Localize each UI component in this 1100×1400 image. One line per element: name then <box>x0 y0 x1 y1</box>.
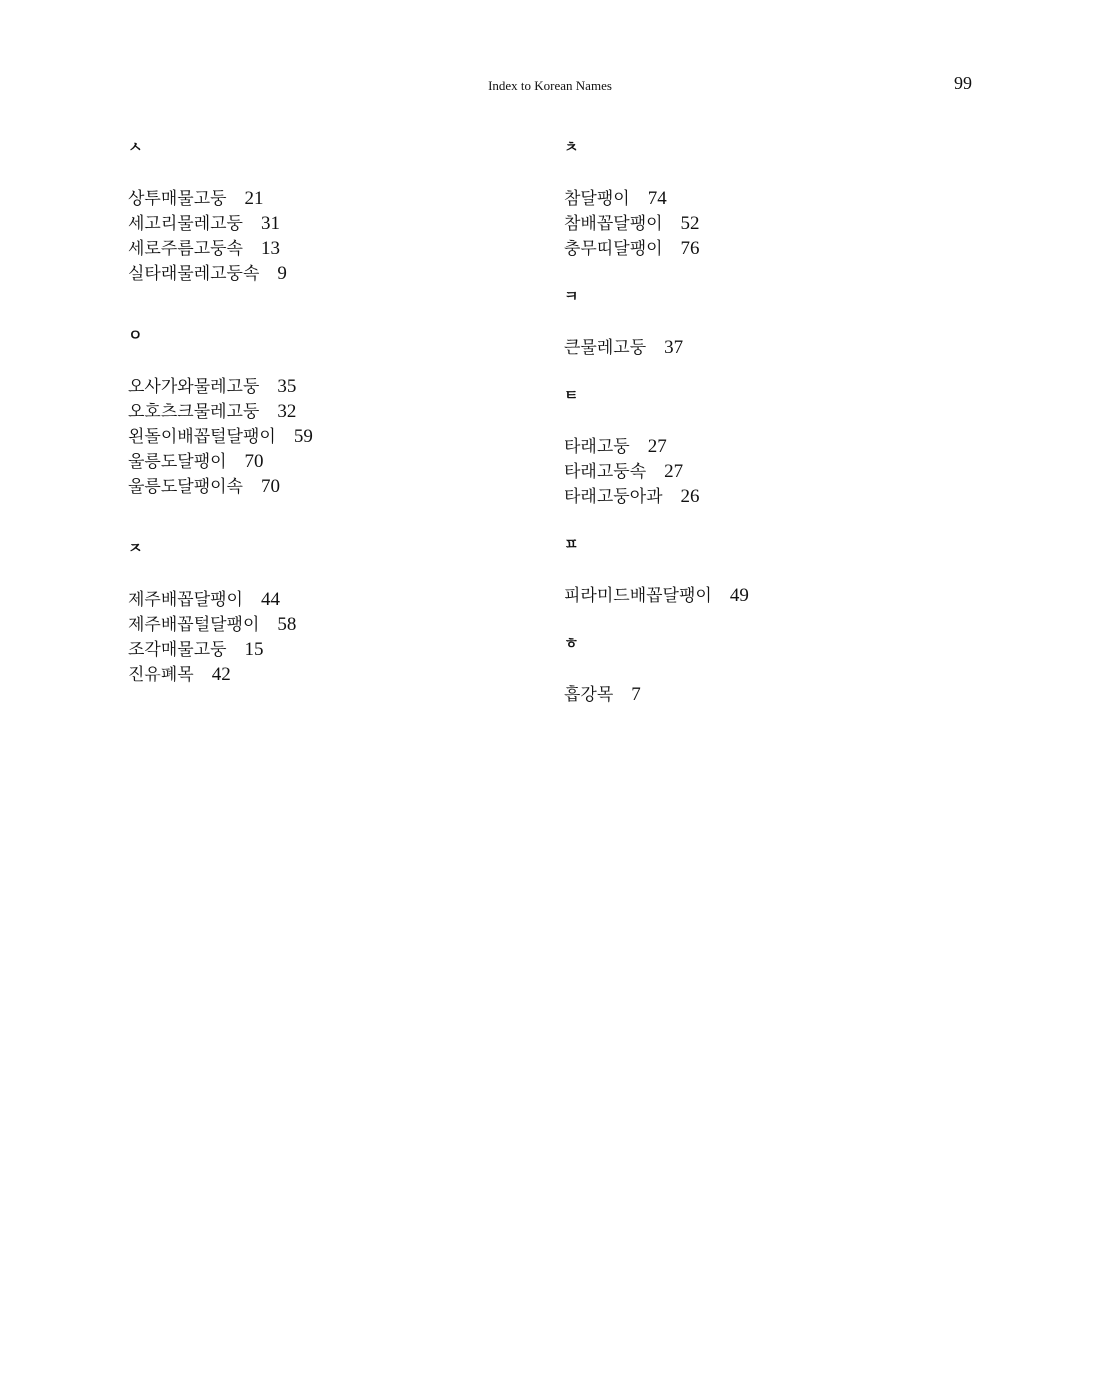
entry-page-number: 13 <box>260 238 280 259</box>
entry-page-number: 26 <box>680 486 700 507</box>
index-entry <box>128 612 528 637</box>
entry-page-number: 70 <box>244 451 264 472</box>
entry-name: 왼돌이배꼽털달팽이 <box>128 427 276 447</box>
index-entry <box>564 335 984 360</box>
entry-page-number: 21 <box>244 188 264 209</box>
index-section <box>564 632 984 707</box>
index-entry <box>128 424 528 449</box>
index-entry <box>564 459 984 484</box>
entry-page-number: 44 <box>260 589 280 610</box>
section-letter: ㅌ <box>564 386 579 404</box>
entry-page-number: 49 <box>729 585 749 606</box>
entry-page-number: 74 <box>647 188 667 209</box>
index-entry <box>128 587 528 612</box>
index-entry <box>128 236 528 261</box>
entry-name: 참배꼽달팽이 <box>564 214 663 234</box>
page-number: 99 <box>954 73 972 93</box>
entry-name: 타래고둥 <box>564 437 630 457</box>
section-letter: ㅅ <box>128 138 143 156</box>
entry-name: 상투매물고둥 <box>128 189 227 209</box>
index-section <box>564 136 984 261</box>
index-entry <box>128 261 528 286</box>
entry-name: 오호츠크물레고둥 <box>128 402 260 422</box>
entry-page-number: 76 <box>680 238 700 259</box>
section-letter: ㅇ <box>128 326 143 344</box>
section-letter: ㅍ <box>564 535 579 553</box>
entry-page-number: 37 <box>664 337 684 358</box>
entry-name: 타래고둥속 <box>564 462 647 482</box>
entry-name: 흡강목 <box>564 685 614 705</box>
entry-page-number: 70 <box>260 476 280 497</box>
index-section <box>564 384 984 509</box>
index-left-column <box>128 136 528 725</box>
index-section <box>128 324 528 499</box>
index-entry <box>128 399 528 424</box>
entry-name: 실타래물레고둥속 <box>128 264 260 284</box>
index-entry <box>128 211 528 236</box>
entry-name: 참달팽이 <box>564 189 630 209</box>
entry-page-number: 31 <box>260 213 280 234</box>
running-title: Index to Korean Names <box>488 78 612 93</box>
entry-name: 진유폐목 <box>128 665 194 685</box>
entry-name: 제주배꼽달팽이 <box>128 590 243 610</box>
entry-name: 충무띠달팽이 <box>564 239 663 259</box>
entry-name: 울릉도달팽이속 <box>128 477 243 497</box>
section-letter: ㅎ <box>564 634 579 652</box>
index-entry <box>564 682 984 707</box>
index-entry <box>564 583 984 608</box>
entry-name: 세고리물레고둥 <box>128 214 243 234</box>
entry-page-number: 58 <box>277 614 297 635</box>
entry-name: 큰물레고둥 <box>564 338 647 358</box>
index-entry <box>128 662 528 687</box>
index-entry <box>128 637 528 662</box>
entry-page-number: 9 <box>277 263 287 284</box>
entry-page-number: 32 <box>277 401 297 422</box>
section-letter: ㅋ <box>564 287 579 305</box>
entry-name: 세로주름고둥속 <box>128 239 243 259</box>
entry-page-number: 52 <box>680 213 700 234</box>
entry-page-number: 59 <box>293 426 313 447</box>
entry-name: 타래고둥아과 <box>564 487 663 507</box>
index-section <box>128 136 528 286</box>
entry-name: 피라미드배꼽달팽이 <box>564 586 712 606</box>
index-entry <box>128 449 528 474</box>
index-section <box>564 285 984 360</box>
index-entry <box>128 374 528 399</box>
entry-name: 조각매물고둥 <box>128 640 227 660</box>
entry-page-number: 27 <box>647 436 667 457</box>
index-entry <box>564 434 984 459</box>
entry-name: 울릉도달팽이 <box>128 452 227 472</box>
index-section <box>564 533 984 608</box>
section-letter: ㅈ <box>128 539 143 557</box>
entry-page-number: 27 <box>664 461 684 482</box>
index-entry <box>564 236 984 261</box>
index-entry <box>564 484 984 509</box>
entry-name: 제주배꼽털달팽이 <box>128 615 260 635</box>
index-entry <box>128 186 528 211</box>
index-right-column <box>564 136 984 731</box>
entry-page-number: 7 <box>631 684 641 705</box>
entry-page-number: 15 <box>244 639 264 660</box>
entry-page-number: 35 <box>277 376 297 397</box>
entry-name: 오사가와물레고둥 <box>128 377 260 397</box>
entry-page-number: 42 <box>211 664 231 685</box>
index-entry <box>564 186 984 211</box>
index-entry <box>564 211 984 236</box>
section-letter: ㅊ <box>564 138 579 156</box>
index-entry <box>128 474 528 499</box>
index-section <box>128 537 528 687</box>
